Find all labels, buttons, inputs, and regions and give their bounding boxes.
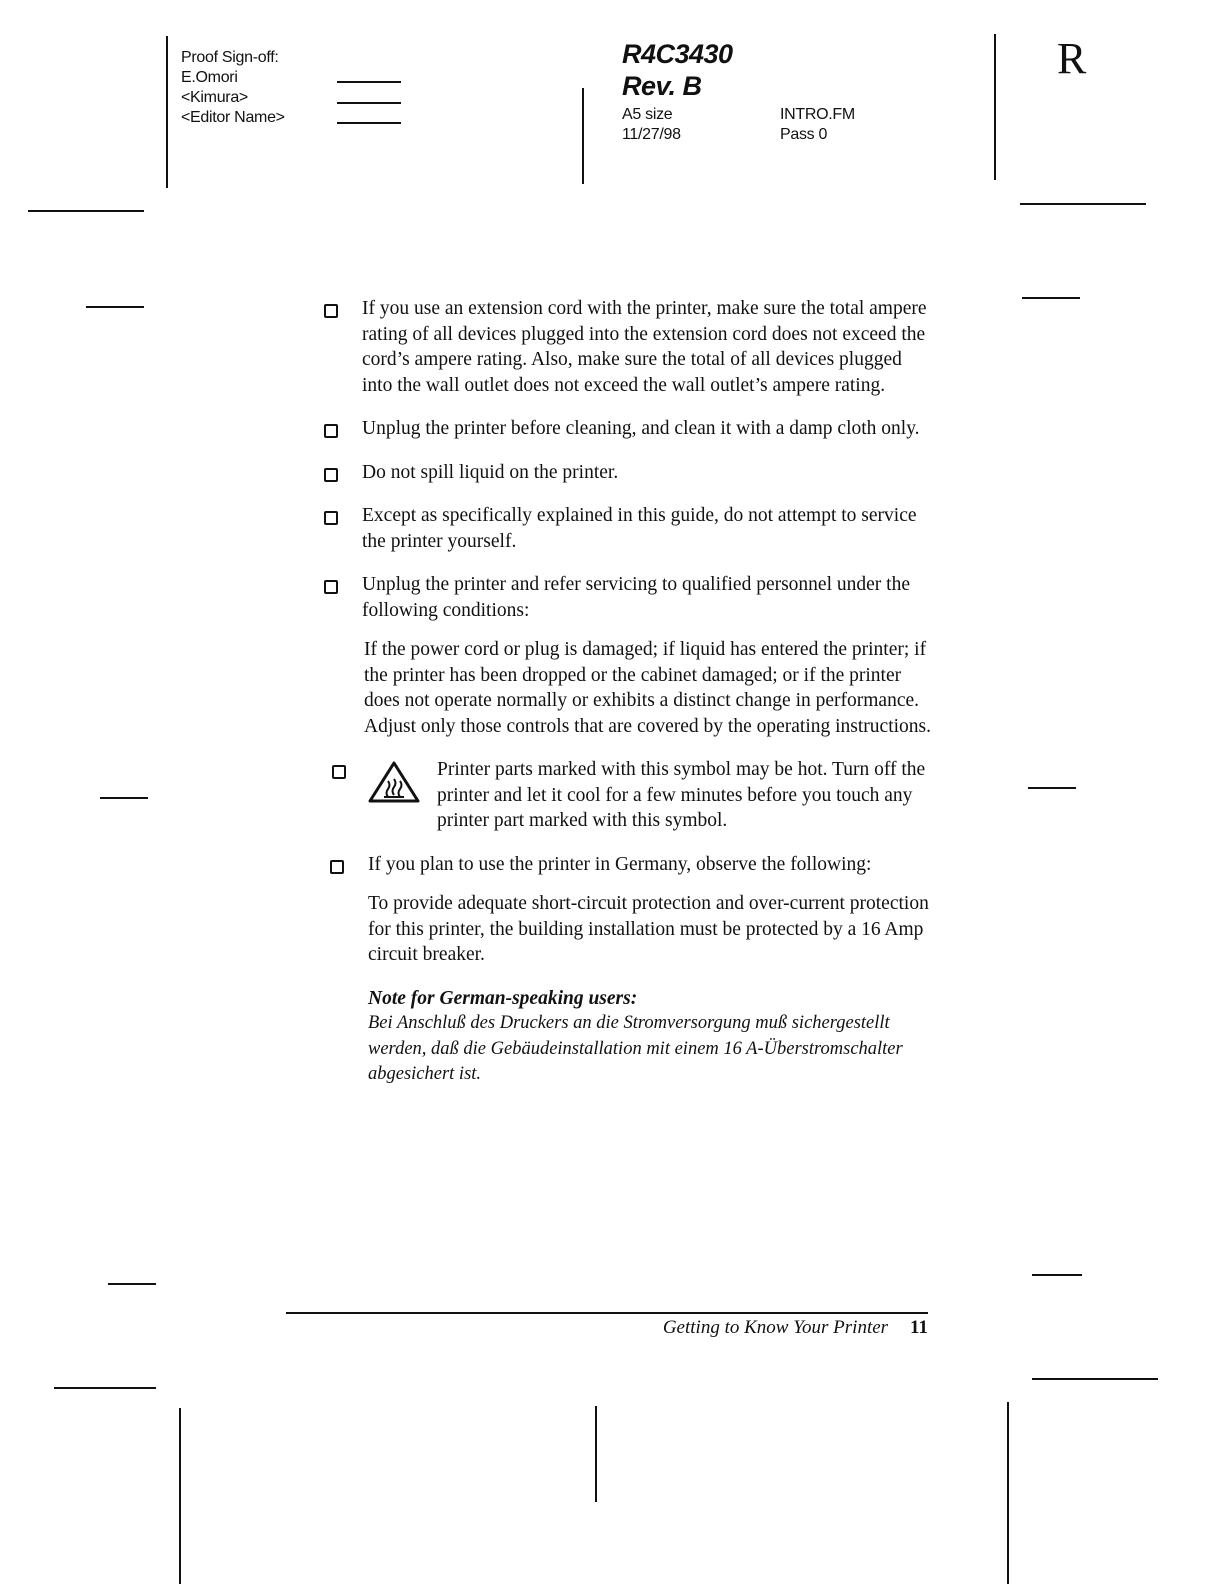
list-item <box>322 852 932 878</box>
crop-mark <box>28 210 144 212</box>
list-item-text: Unplug the printer before cleaning, and clean it with a damp cloth only. <box>362 418 920 439</box>
hot-surface-warning-icon <box>366 759 422 807</box>
crop-mark <box>1020 203 1146 205</box>
doc-file: INTRO.FM <box>780 106 855 123</box>
crop-mark <box>1028 787 1076 789</box>
list-item <box>322 572 932 623</box>
doc-pass: Pass 0 <box>780 126 828 143</box>
crop-mark <box>582 88 584 184</box>
crop-mark <box>994 34 996 180</box>
checkbox-bullet-icon <box>324 468 338 482</box>
list-item-detail: If the power cord or plug is damaged; if liquid has entered the printer; if the printer has been dropped or the cabinet damaged; or if the printer does not operate normally or exhibits a distinct change in performance. Adjust only those controls that are covered by the operating instructions. <box>364 639 931 737</box>
checkbox-bullet-icon <box>324 304 338 318</box>
checkbox-bullet-icon <box>332 765 346 779</box>
list-item-text: Except as specifically explained in this guide, do not attempt to service the printer yourself. <box>362 505 917 552</box>
proof-signoff <box>181 48 285 128</box>
list-item <box>322 503 932 554</box>
page-number: 11 <box>910 1317 928 1338</box>
list-item-text: If you plan to use the printer in Germany, observe the following: <box>368 853 872 875</box>
list-item-text: If you use an extension cord with the printer, make sure the total ampere rating of all devices plugged into the extension cord does not exceed the cord’s ampere rating. Also, make sure the total of all devices plugged into the wall outlet does not exceed the wall outlet’s ampere rating. <box>362 298 927 396</box>
crop-mark <box>86 306 144 308</box>
crop-mark <box>1032 1274 1082 1276</box>
list-item-hot-warning <box>322 757 932 834</box>
signature-line <box>337 122 401 124</box>
proof-label: Proof Sign-off: <box>181 49 279 66</box>
crop-mark <box>54 1387 156 1389</box>
list-item <box>322 416 932 442</box>
crop-mark <box>1032 1378 1158 1380</box>
note-title: Note for German-speaking users: <box>368 987 638 1009</box>
crop-mark <box>1007 1402 1009 1584</box>
crop-mark <box>179 1408 181 1584</box>
crop-mark <box>166 36 168 188</box>
page-footer <box>600 1317 928 1339</box>
signature-line <box>337 102 401 104</box>
note-text: Bei Anschluß des Druckers an die Stromversorgung muß sichergestellt werden, daß die Gebäudeinstallation mit einem 16 A-Überstromschalter abgesichert ist. <box>368 1013 903 1084</box>
proof-name-2: <Kimura> <box>181 89 248 106</box>
page-body <box>322 296 932 1106</box>
doc-size: A5 size <box>622 106 673 123</box>
list-item-text: Unplug the printer and refer servicing to qualified personnel under the following conditions: <box>362 574 910 621</box>
corner-letter: R <box>1057 34 1087 83</box>
list-item <box>322 296 932 398</box>
document-revision: Rev. B <box>622 71 702 101</box>
checkbox-bullet-icon <box>324 424 338 438</box>
signature-line <box>337 81 401 83</box>
list-item-detail: To provide adequate short-circuit protection and over-current protection for this printer, the building installation must be protected by a 16 Amp circuit breaker. <box>368 893 929 965</box>
proof-name-3: <Editor Name> <box>181 109 285 126</box>
list-item <box>322 460 932 486</box>
checkbox-bullet-icon <box>330 860 344 874</box>
footer-rule <box>286 1312 928 1314</box>
list-item-text: Printer parts marked with this symbol may be hot. Turn off the printer and let it cool for a few minutes before you touch any printer part marked with this symbol. <box>437 759 926 831</box>
checkbox-bullet-icon <box>324 511 338 525</box>
document-id: R4C3430 <box>622 39 733 69</box>
proof-name-1: E.Omori <box>181 69 238 86</box>
checkbox-bullet-icon <box>324 580 338 594</box>
doc-date: 11/27/98 <box>622 126 681 143</box>
note-block <box>322 986 932 1088</box>
crop-mark <box>1022 297 1080 299</box>
crop-mark <box>100 797 148 799</box>
document-id-block <box>622 38 733 102</box>
crop-mark <box>108 1283 156 1285</box>
footer-chapter-title: Getting to Know Your Printer <box>662 1317 889 1338</box>
crop-mark <box>595 1406 597 1502</box>
list-item-text: Do not spill liquid on the printer. <box>362 461 619 483</box>
